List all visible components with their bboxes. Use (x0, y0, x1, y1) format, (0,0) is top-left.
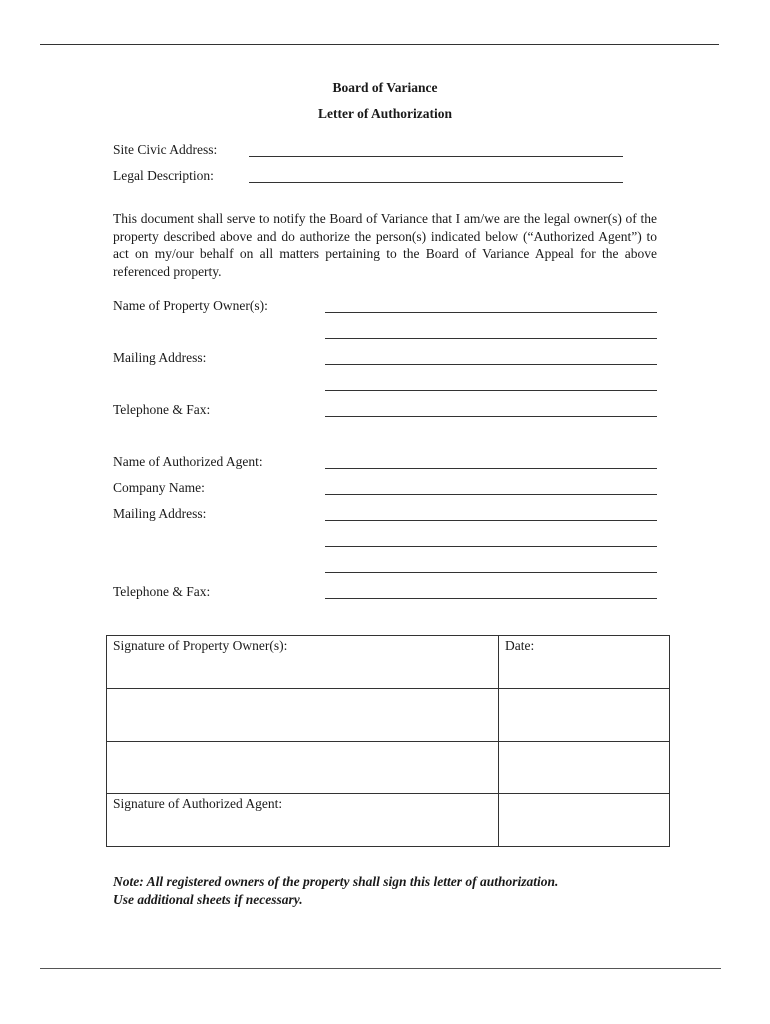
note-line-1: Note: All registered owners of the property shall sign this letter of authorization. (113, 874, 559, 889)
agent-company-field[interactable] (325, 494, 657, 495)
site-civic-address-label: Site Civic Address: (113, 142, 218, 157)
owner-signature-label: Signature of Property Owner(s): (113, 638, 288, 653)
owner-name-field-2[interactable] (325, 338, 657, 339)
owner-signature-cell[interactable] (107, 636, 499, 689)
agent-signature-cell[interactable] (107, 794, 499, 847)
owner-name-field-1[interactable] (325, 312, 657, 313)
owner-mailing-label: Mailing Address: (113, 350, 207, 365)
bottom-rule (40, 968, 721, 969)
legal-description-label: Legal Description: (113, 168, 214, 183)
site-civic-address-field[interactable] (249, 156, 623, 157)
agent-mailing-field-3[interactable] (325, 572, 657, 573)
form-subtitle: Letter of Authorization (318, 106, 452, 121)
date-label: Date: (505, 638, 535, 653)
table-row (107, 794, 670, 847)
owner-phone-label: Telephone & Fax: (113, 402, 211, 417)
agent-phone-label: Telephone & Fax: (113, 584, 211, 599)
agent-mailing-field-2[interactable] (325, 546, 657, 547)
signature-table (106, 635, 670, 847)
table-row (107, 636, 670, 689)
legal-description-field[interactable] (249, 182, 623, 183)
top-rule (40, 44, 719, 45)
owner-signature-cell-2[interactable] (107, 688, 499, 741)
agent-phone-field[interactable] (325, 598, 657, 599)
agent-mailing-field-1[interactable] (325, 520, 657, 521)
agent-name-label: Name of Authorized Agent: (113, 454, 263, 469)
agent-mailing-label: Mailing Address: (113, 506, 207, 521)
owner-mailing-field-2[interactable] (325, 390, 657, 391)
authorization-statement: This document shall serve to notify the Board of Variance that I am/we are the legal owner(s) of the property described above and do authorize the person(s) indicated below (“Authorized Agent”) to act on my/our behalf on all matters pertaining to the Board of Variance Appeal for the above referenced property. (113, 211, 657, 279)
note-line-2: Use additional sheets if necessary. (113, 892, 303, 907)
agent-company-label: Company Name: (113, 480, 205, 495)
agent-name-field[interactable] (325, 468, 657, 469)
table-row (107, 688, 670, 741)
agent-date-cell[interactable] (499, 794, 670, 847)
date-cell-3[interactable] (499, 741, 670, 794)
owner-mailing-field-1[interactable] (325, 364, 657, 365)
agent-signature-label: Signature of Authorized Agent: (113, 796, 283, 812)
note (113, 873, 673, 909)
date-cell[interactable] (499, 636, 670, 689)
owner-phone-field[interactable] (325, 416, 657, 417)
owner-name-label: Name of Property Owner(s): (113, 298, 268, 313)
date-cell-2[interactable] (499, 688, 670, 741)
owner-signature-cell-3[interactable] (107, 741, 499, 794)
table-row (107, 741, 670, 794)
form-title: Board of Variance (332, 80, 438, 95)
